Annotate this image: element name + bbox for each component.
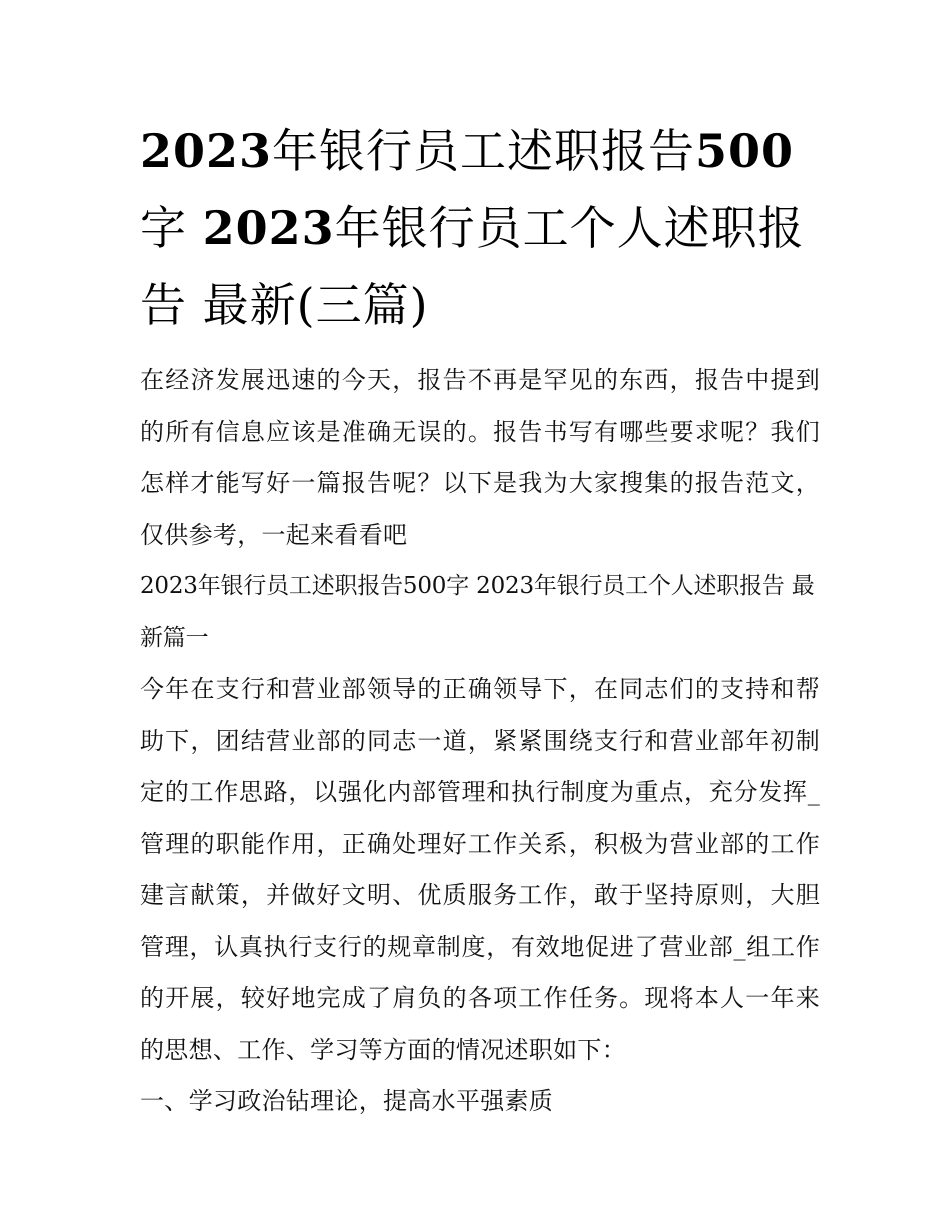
title-number: 500	[695, 124, 795, 178]
intro-paragraph: 在经济发展迅速的今天，报告不再是罕见的东西，报告中提到的所有信息应该是准确无误的。报告书写有哪些要求呢？我们怎样才能写好一篇报告呢？以下是我为大家搜集的报告范文，仅供参考，一起来看看吧	[140, 366, 820, 549]
title-text-3: 年银行员工个人述职报告 最新(三篇)	[140, 201, 805, 332]
body-paragraph: 今年在支行和营业部领导的正确领导下，在同志们的支持和帮助下，团结营业部的同志一道，紧紧围绕支行和营业部年初制定的工作思路，以强化内部管理和执行制度为重点，充分发挥_管理的职能作用，正确处理好工作关系，积极为营业部的工作建言献策，并做好文明、优质服务工作，敢于坚持原则，大胆管理，认真执行支行的规章制度，有效地促进了营业部_组工作的开展，较好地完成了肩负的各项工作任务。现将本人一年来的思想、工作、学习等方面的情况述职如下：	[140, 675, 820, 1064]
section-title: 2023年银行员工述职报告500字 2023年银行员工个人述职报告 最新篇一	[140, 573, 815, 651]
title-text-2: 字	[140, 201, 187, 255]
document-body	[140, 355, 820, 1128]
section-heading: 一、学习政治钻理论，提高水平强素质	[140, 1087, 554, 1115]
document-title	[140, 113, 820, 344]
title-text-1: 年银行员工述职报告	[272, 124, 696, 178]
title-year-1: 2023	[140, 124, 273, 178]
title-year-2: 2023	[202, 201, 335, 255]
